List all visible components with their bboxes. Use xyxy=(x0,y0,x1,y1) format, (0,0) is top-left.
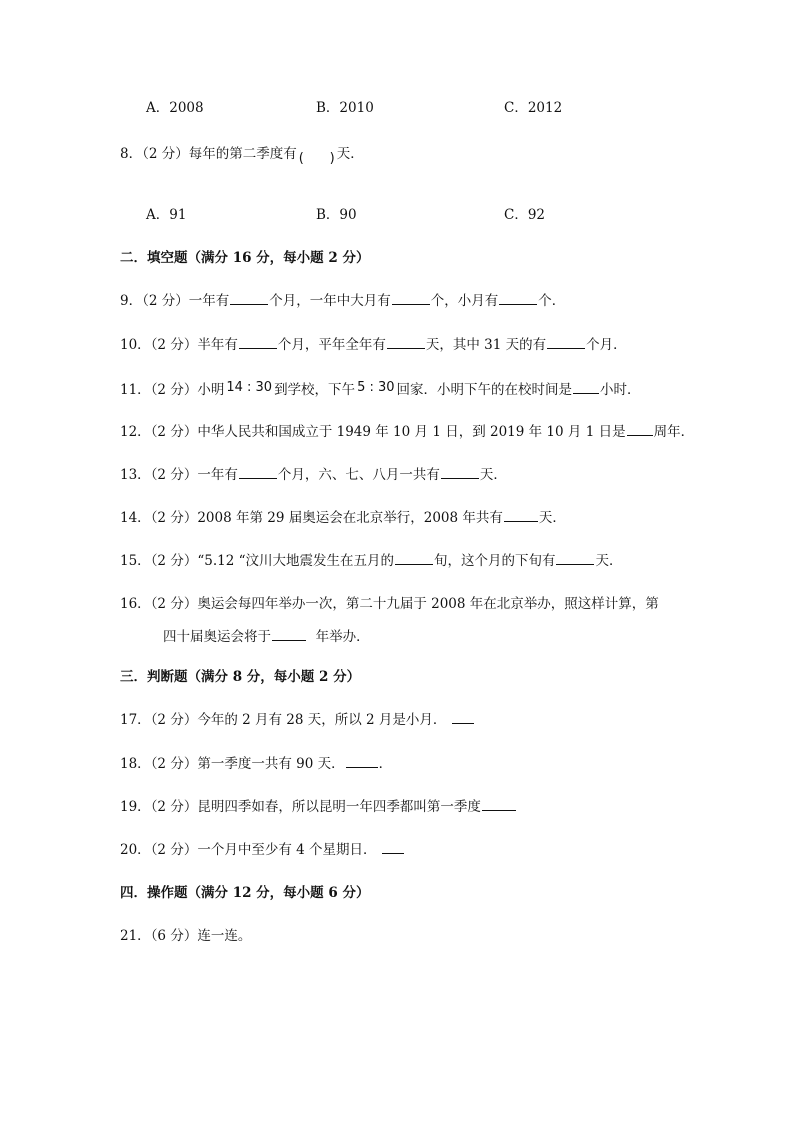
answer-blank[interactable] xyxy=(504,509,538,522)
q7-option-c: C．2012 xyxy=(504,100,563,116)
answer-blank[interactable] xyxy=(395,552,433,565)
question-text: 天． xyxy=(336,146,364,162)
answer-blank[interactable] xyxy=(346,755,378,768)
question-16-continued: 四十届奥运会将于 年举办． xyxy=(163,629,370,645)
q8-option-c: C．92 xyxy=(504,207,546,223)
question-number: 8． xyxy=(120,146,143,162)
question-11: 11．（2 分）小明 14 : 30 到学校，下午 5 : 30 回家．小明下午的在校时间是 小时． xyxy=(120,380,641,398)
answer-blank[interactable] xyxy=(573,381,599,394)
answer-blank[interactable] xyxy=(452,711,474,724)
answer-blank[interactable] xyxy=(239,466,277,479)
question-13: 13．（2 分）一年有 个月，六、七、八月一共有 天． xyxy=(120,467,507,483)
answer-blank[interactable] xyxy=(441,466,479,479)
question-9: 9．（2 分）一年有 个月，一年中大月有 个，小月有 个． xyxy=(120,293,566,309)
q8-option-b: B．90 xyxy=(316,207,357,223)
answer-blank[interactable] xyxy=(387,336,425,349)
question-16: 16．（2 分）奥运会每四年举办一次，第二十九届于 2008 年在北京举办，照这样计算，第 xyxy=(120,596,659,612)
answer-blank[interactable] xyxy=(547,336,585,349)
q7-option-a: A．2008 xyxy=(146,100,204,116)
answer-blank[interactable] xyxy=(230,292,268,305)
answer-blank[interactable] xyxy=(239,336,277,349)
question-14: 14．（2 分）2008 年第 29 届奥运会在北京举行，2008 年共有 天． xyxy=(120,510,566,526)
answer-blank[interactable] xyxy=(392,292,430,305)
q8-option-a: A．91 xyxy=(146,207,187,223)
question-21: 21．（6 分）连一连。 xyxy=(120,928,252,944)
question-12: 12．（2 分）中华人民共和国成立于 1949 年 10 月 1 日，到 2019 年 10 月 1 日是 周年． xyxy=(120,424,695,440)
question-17: 17．（2 分）今年的 2 月有 28 天，所以 2 月是小月． xyxy=(120,710,475,730)
time-value: 14 : 30 xyxy=(226,380,273,395)
section-heading-true-false: 三．判断题（满分 8 分，每小题 2 分） xyxy=(120,669,361,685)
answer-blank[interactable] xyxy=(499,292,537,305)
question-score: （2 分） xyxy=(142,146,189,162)
q7-option-b: B．2010 xyxy=(316,100,374,116)
answer-blank[interactable] xyxy=(556,552,594,565)
question-18: 18．（2 分）第一季度一共有 90 天． ． xyxy=(120,756,393,772)
question-8: 8．（2 分）每年的第二季度有 ( ) 天． xyxy=(120,146,364,166)
answer-blank[interactable] xyxy=(272,628,306,641)
question-19: 19．（2 分）昆明四季如春，所以昆明一年四季都叫第一季度 xyxy=(120,797,517,817)
question-10: 10．（2 分）半年有 个月，平年全年有 天，其中 31 天的有 个月． xyxy=(120,337,627,353)
question-20: 20．（2 分）一个月中至少有 4 个星期日． xyxy=(120,840,405,860)
section-heading-fill-in: 二．填空题（满分 16 分，每小题 2 分） xyxy=(120,250,370,266)
answer-blank[interactable] xyxy=(627,423,653,436)
question-15: 15．（2 分）“5.12 “汶川大地震发生在五月的 旬，这个月的下旬有 天． xyxy=(120,553,623,569)
question-text: 每年的第二季度有 xyxy=(188,146,297,162)
section-heading-operation: 四．操作题（满分 12 分，每小题 6 分） xyxy=(120,885,370,901)
answer-blank[interactable] xyxy=(482,798,516,811)
time-value: 5 : 30 xyxy=(357,380,395,395)
answer-blank[interactable] xyxy=(382,841,404,854)
